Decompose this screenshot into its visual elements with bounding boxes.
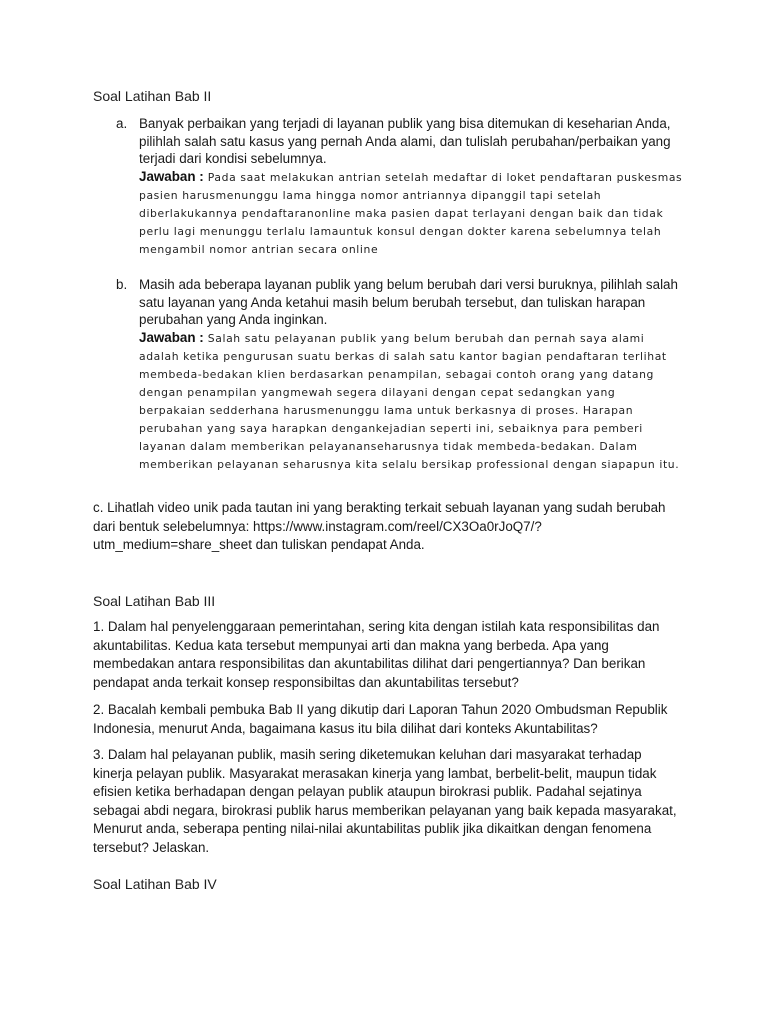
answer-label: Jawaban : xyxy=(139,168,204,184)
heading-bab-4: Soal Latihan Bab IV xyxy=(93,876,217,892)
answer-label: Jawaban : xyxy=(139,329,204,345)
question-item-c: c. Lihatlah video unik pada tautan ini yang berakting terkait sebuah layanan yang sudah berubah dari bentuk selebelumnya: https://www.instagram.com/reel/CX3Oa0rJoQ7/?utm_medium=share_sheet dan tuliskan pendapat Anda. xyxy=(93,500,666,552)
heading-bab-2: Soal Latihan Bab II xyxy=(93,88,212,104)
question-3: 3. Dalam hal pelayanan publik, masih sering diketemukan keluhan dari masyarakat terhadap kinerja pelayan publik. Masyarakat merasakan kinerja yang lambat, berbelit-belit, maupun tidak efisien ketika berhadapan dengan pelayan publik ataupun birokrasi publik. Padahal sejatinya sebagai abdi negara, birokrasi publik harus memberikan pelayanan yang baik kepada masyarakat, Menurut anda, seberapa penting nilai-nilai akuntabilitas publik jika dikaitkan dengan fenomena tersebut? Jelaskan. xyxy=(93,747,677,855)
heading-bab-3: Soal Latihan Bab III xyxy=(93,593,216,609)
answer-block xyxy=(139,329,684,474)
item-marker: a. xyxy=(116,116,128,131)
question-text: Masih ada beberapa layanan publik yang belum berubah dari versi buruknya, pilihlah salah satu layanan yang Anda ketahui masih belum berubah tersebut, dan tuliskan harapan perubahan yang Anda inginkan. xyxy=(139,277,678,327)
answer-text: Salah satu pelayanan publik yang belum berubah dan pernah saya alami adalah ketika pengurusan suatu berkas di salah satu kantor bagian pendaftaran terlihat membeda-bedakan klien berdasarkan penampilan, sebagai contoh orang yang datang dengan penampilan yangmewah segera dilayani dengan cepat sedangkan yang berpakaian sedderhana harusmenunggu lama untuk berkasnya di proses. Harapan perubahan yang saya harapkan dengankejadian seperti ini, sebaiknya para pemberi layanan dalam memberikan pelayananseharusnya tidak membeda-bedakan. Dalam memberikan pelayanan seharusnya kita selalu bersikap professional dengan siapapun itu. xyxy=(139,331,680,471)
question-item-a xyxy=(116,115,684,259)
question-1: 1. Dalam hal penyelenggaraan pemerintahan, sering kita dengan istilah kata responsibilitas dan akuntabilitas. Kedua kata tersebut mempunyai arti dan makna yang berbeda. Apa yang membedakan antara responsibilitas dan akuntabilitas dilihat dari pengertiannya? Dan berikan pendapat anda terkait konsep responsibiltas dan akuntabilitas tersebut? xyxy=(93,619,660,690)
question-item-b xyxy=(116,276,684,474)
answer-block xyxy=(139,168,684,259)
answer-text: Pada saat melakukan antrian setelah medaftar di loket pendaftaran puskesmas pasien harusmenunggu lama hingga nomor antriannya dipanggil tapi setelah diberlakukannya pendaftaranonline maka pasien dapat terlayani dengan baik dan tidak perlu lagi menunggu terlalu lamauntuk konsul dengan dokter karena sebelumnya telah mengambil nomor antrian secara online xyxy=(139,170,683,256)
question-text: Banyak perbaikan yang terjadi di layanan publik yang bisa ditemukan di keseharian Anda, pilihlah salah satu kasus yang pernah Anda alami, dan tulislah perubahan/perbaikan yang terjadi dari kondisi sebelumnya. xyxy=(139,116,671,166)
item-marker: b. xyxy=(116,277,128,292)
question-2: 2. Bacalah kembali pembuka Bab II yang dikutip dari Laporan Tahun 2020 Ombudsman Republik Indonesia, menurut Anda, bagaimana kasus itu bila dilihat dari konteks Akuntabilitas? xyxy=(93,702,668,736)
